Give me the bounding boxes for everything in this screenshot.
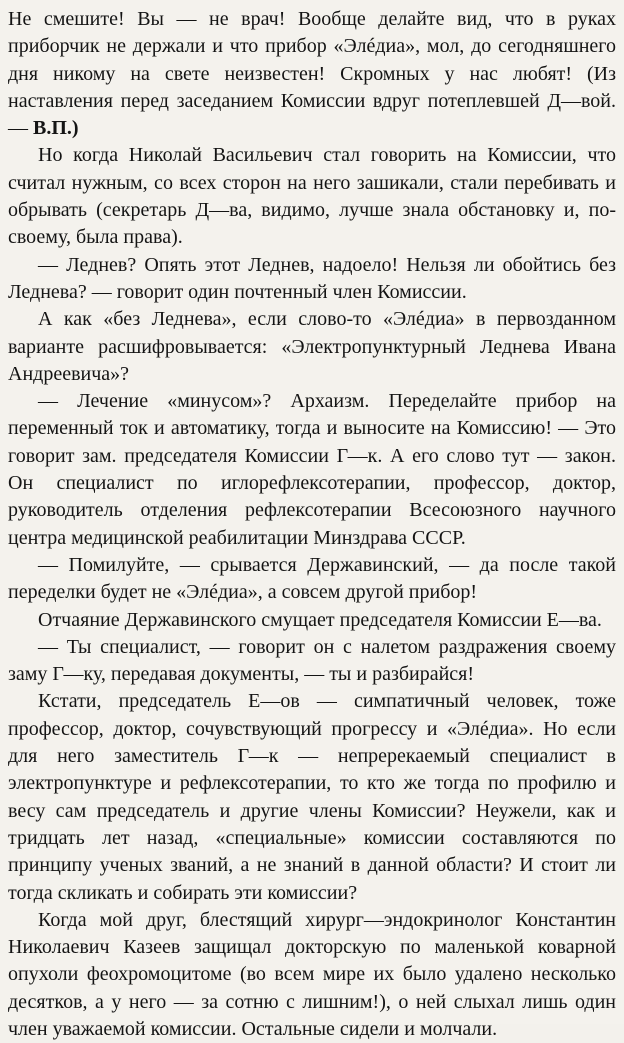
paragraph-7: Отчаяние Державинского смущает председателя Комиссии Е—ва. xyxy=(38,608,602,631)
paragraph-4: А как «без Леднева», если слово-то «Элéдиа» в первозданном варианте расшифровывается: «Электропунктурный Леднева Ивана Андреевича»? xyxy=(8,308,616,385)
paragraph-10: Когда мой друг, блестящий хирург—эндокринолог Константин Николаевич Казеев защищал докторскую по маленькой коварной опухоли феохромоцитоме (во всем мире их было удалено несколько десятков, а у него — за сотню с лишним!), о ней слыхал лишь один член уважаемой комиссии. Остальные сидели и молчали. xyxy=(8,908,616,1040)
editor-signature: В.П.) xyxy=(33,117,79,140)
paragraph-1 xyxy=(8,6,616,142)
paragraph-6: — Помилуйте, — срывается Державинский, — да после такой переделки будет не «Элéдиа», а совсем другой прибор! xyxy=(8,553,616,604)
paragraph-2: Но когда Николай Васильевич стал говорить на Комиссии, что считал нужным, со всех сторон на него зашикали, стали перебивать и обрывать (секретарь Д—ва, видимо, лучше знала обстановку и, по-своему, была права). xyxy=(8,144,616,249)
paragraph-9: Кстати, председатель Е—ов — симпатичный человек, тоже профессор, доктор, сочувствующий прогрессу и «Элéдиа». Но если для него заместитель Г—к — непререкаемый специалист в электропунктуре и рефлексотерапии, то кто же тогда по профилю и весу сам председатель и другие члены Комиссии? Неужели, как и тридцать лет назад, «специальные» комиссии составляются по принципу ученых званий, а не знаний в данной области? И стоит ли тогда скликать и собирать эти комиссии? xyxy=(8,690,616,904)
paragraph-1-text: Не смешите! Вы — не врач! Вообще делайте вид, что в руках приборчик не держали и что прибор «Элéдиа», мол, до сегодняшнего дня никому на свете неизвестен! Скромных у нас любят! (Из наставления перед заседанием Комиссии вдруг потеплевшей Д—вой. — xyxy=(8,8,616,140)
paragraph-3: — Леднев? Опять этот Леднев, надоело! Нельзя ли обойтись без Леднева? — говорит один почтенный член Комиссии. xyxy=(8,253,616,303)
paragraph-8: — Ты специалист, — говорит он с налетом раздражения своему заму Г—ку, передавая документы, — ты и разбирайся! xyxy=(8,635,616,686)
paragraph-5: — Лечение «минусом»? Архаизм. Переделайте прибор на переменный ток и автоматику, тогда и выносите на Комиссию! — Это говорит зам. председателя Комиссии Г—к. А его слово тут — закон. Он специалист по иглорефлексотерапии, профессор, доктор, руководитель отделения рефлексотерапии Всесоюзного научного центра медицинской реабилитации Минздрава СССР. xyxy=(8,390,616,549)
